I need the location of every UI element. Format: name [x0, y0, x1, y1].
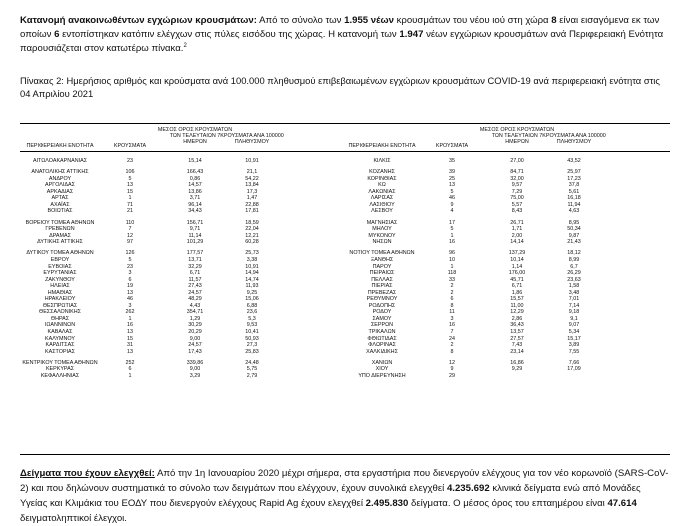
avg-value: 9,00 — [189, 366, 201, 373]
samples-text-4: δειγματοληπτικοί έλεγχοι. — [20, 513, 127, 524]
per100k-value: 5,75 — [246, 366, 258, 373]
per100k-value: 27,3 — [246, 342, 258, 349]
per100k-value: 17,23 — [567, 175, 581, 182]
cases-value: 1 — [128, 372, 132, 379]
avg-value: 354,71 — [186, 309, 204, 316]
avg-value: 166,43 — [186, 169, 204, 176]
avg-value: 0,86 — [189, 175, 201, 182]
intro-paragraph — [20, 14, 670, 56]
region-name: ΧΙΟΥ — [375, 366, 389, 373]
avg-value: 75,00 — [510, 195, 524, 202]
per100k-value: 7,55 — [568, 348, 580, 355]
cases-value: 6 — [128, 366, 132, 373]
avg-value: 13,57 — [510, 329, 524, 335]
region-name: ΑΡΓΟΛΙΔΑΣ — [45, 182, 75, 189]
intro-domestic: 1.947 — [399, 29, 424, 40]
cases-value: 23 — [127, 158, 133, 164]
intro-imported: 8 — [551, 15, 557, 26]
cases-value: 3 — [128, 302, 132, 309]
intro-new-cases: 1.955 νέων — [344, 15, 394, 26]
intro-lead: Κατανομή ανακοινωθέντων εγχώριων κρουσμάτων: — [20, 15, 257, 26]
clinical-samples: 4.235.692 — [446, 483, 490, 494]
region-name: ΗΛΕΙΑΣ — [50, 283, 70, 290]
avg-value: 15,14 — [188, 158, 202, 164]
region-name: ΒΟΙΩΤΙΑΣ — [47, 208, 73, 215]
intro-border: 6 — [54, 29, 60, 40]
avg-value: 13,71 — [188, 256, 202, 263]
cases-value: 35 — [449, 158, 455, 164]
per100k-value: 17,3 — [246, 188, 258, 195]
per100k-value: 7,14 — [568, 302, 580, 309]
per100k-value: 37,8 — [568, 182, 580, 189]
region-name: ΣΑΜΟΥ — [372, 315, 392, 322]
cases-value: 13 — [127, 289, 133, 296]
avg-value: 48,29 — [188, 296, 202, 303]
region-name: ΙΩΑΝΝΙΝΩΝ — [44, 322, 76, 329]
region-name: ΚΑΒΑΛΑΣ — [47, 329, 73, 335]
cases-value: 106 — [125, 169, 135, 176]
region-name: ΗΡΑΚΛΕΙΟΥ — [44, 296, 76, 303]
avg-value: 14,57 — [188, 182, 202, 189]
cases-value: 1 — [128, 315, 132, 322]
header-per100k-left: ΚΡΟΥΣΜΑΤΑ ΑΝΑ 100000 ΠΛΗΘΥΣΜΟΥ — [220, 133, 284, 146]
cases-value: 5 — [450, 188, 454, 195]
region-name: ΚΩ — [378, 182, 386, 189]
region-name: ΠΙΕΡΙΑΣ — [371, 283, 393, 290]
per100k-value: 50,34 — [567, 226, 581, 233]
region-name: ΑΡΤΑΣ — [51, 195, 69, 202]
region-name: ΘΕΣΣΑΛΟΝΙΚΗΣ — [39, 309, 81, 316]
region-name: ΛΑΚΩΝΙΑΣ — [368, 188, 396, 195]
cases-value: 7 — [450, 329, 454, 335]
cases-value: 46 — [449, 195, 455, 202]
avg-value: 12,29 — [510, 309, 524, 316]
avg-value: 2,86 — [511, 315, 523, 322]
per100k-value: 14,74 — [245, 276, 259, 283]
avg-value: 5,57 — [511, 201, 523, 208]
cases-value: 12 — [449, 359, 455, 366]
per100k-value: 23,6 — [246, 309, 258, 316]
per100k-value: 21,43 — [567, 239, 581, 246]
region-name: ΦΛΩΡΙΝΑΣ — [368, 342, 396, 349]
cases-value: 1 — [128, 195, 132, 202]
per100k-value: 12,21 — [245, 232, 259, 239]
per100k-value: 16,18 — [567, 195, 581, 202]
avg-value: 26,71 — [510, 219, 524, 226]
cases-value: 126 — [125, 250, 135, 257]
region-name: ΑΧΑΪΑΣ — [50, 201, 70, 208]
samples-paragraph — [20, 466, 670, 526]
region-name: ΗΜΑΘΙΑΣ — [47, 289, 73, 296]
cases-value: 33 — [449, 276, 455, 283]
intro-text-1: Από το σύνολο των — [256, 15, 345, 26]
per100k-value: 25,73 — [245, 250, 259, 257]
per100k-value: 5,3 — [248, 315, 256, 322]
cases-value: 13 — [127, 182, 133, 189]
per100k-value: 9,53 — [246, 322, 258, 329]
per100k-value: 25,97 — [567, 169, 581, 176]
region-name: ΚΑΛΥΜΝΟΥ — [45, 335, 75, 342]
region-name: ΧΑΛΚΙΔΙΚΗΣ — [366, 348, 398, 355]
avg-value: 3,71 — [189, 195, 201, 202]
per100k-value: 25,83 — [245, 348, 259, 355]
cases-value: 4 — [450, 208, 454, 215]
avg-value: 176,00 — [508, 270, 526, 277]
cases-value: 1 — [450, 232, 454, 239]
region-name: ΚΟΡΙΝΘΙΑΣ — [367, 175, 397, 182]
intro-text-4: εντοπίστηκαν κατόπιν ελέγχων στις πύλες εισόδου της χώρας. Η κατανομή των — [59, 29, 400, 40]
per100k-value: 11,94 — [567, 201, 581, 208]
avg-value: 7,43 — [511, 342, 523, 349]
per100k-value: 9,07 — [568, 322, 580, 329]
avg-value: 14,14 — [510, 239, 524, 246]
region-name: ΡΟΔΟΥ — [372, 309, 392, 316]
region-name: ΞΑΝΘΗΣ — [370, 256, 394, 263]
avg-value: 11,00 — [510, 302, 524, 309]
avg-value: 32,00 — [510, 175, 524, 182]
region-name: ΑΝΑΤΟΛΙΚΗΣ ΑΤΤΙΚΗΣ — [31, 169, 89, 176]
region-name: ΜΗΛΟΥ — [372, 226, 392, 233]
region-name: ΦΘΙΩΤΙΔΑΣ — [367, 335, 397, 342]
cases-value: 24 — [449, 335, 455, 342]
cases-value: 8 — [450, 348, 454, 355]
per100k-value: 50,93 — [245, 335, 259, 342]
per100k-value: 17,81 — [245, 208, 259, 215]
cases-value: 15 — [127, 188, 133, 195]
cases-value: 12 — [127, 232, 133, 239]
per100k-value: 9,18 — [568, 309, 580, 316]
cases-value: 2 — [450, 283, 454, 290]
avg-value: 17,43 — [188, 348, 202, 355]
per100k-value: 24,48 — [245, 359, 259, 366]
per100k-value: 10,91 — [245, 158, 259, 164]
per100k-value: 6,7 — [570, 263, 578, 270]
avg-value: 9,00 — [189, 335, 201, 342]
per100k-value: 26,29 — [567, 270, 581, 277]
per100k-value: 60,28 — [245, 239, 259, 246]
avg-value: 339,86 — [186, 359, 204, 366]
region-name: ΤΡΙΚΑΛΩΝ — [368, 329, 396, 335]
samples-text-3: δείγματα. Ο μέσος όρος του επταημέρου είναι — [408, 498, 608, 509]
per100k-value: 3,38 — [246, 256, 258, 263]
per100k-value: 10,41 — [245, 329, 259, 335]
region-name: ΡΕΘΥΜΝΟΥ — [366, 296, 398, 303]
per100k-value: 9,25 — [246, 289, 258, 296]
per100k-value: 4,63 — [568, 208, 580, 215]
intro-text-2: κρουσμάτων του νέου ιού στη χώρα — [393, 15, 552, 26]
table-top-rule — [20, 123, 670, 124]
cases-value: 15 — [127, 335, 133, 342]
cases-value: 31 — [127, 342, 133, 349]
cases-value: 21 — [127, 208, 133, 215]
avg-value: 36,43 — [510, 322, 524, 329]
cases-value: 39 — [449, 169, 455, 176]
header-region-left: ΠΕΡΙΦΕΡΕΙΑΚΗ ΕΝΟΤΗΤΑ — [26, 143, 94, 149]
samples-text-2: κλινικά δείγματα ενώ από Μονάδες Υγείας και Κλιμάκια του ΕΟΔΥ που διενεργούν ελέγχους Rapid Ag έχουν ελεγχθεί — [20, 483, 641, 509]
cases-value: 252 — [125, 359, 135, 366]
region-name: ΔΥΤΙΚΟΥ ΤΟΜΕΑ ΑΘΗΝΩΝ — [26, 250, 94, 257]
per100k-value: 9,87 — [568, 232, 580, 239]
per100k-value: 11,93 — [245, 283, 259, 290]
per100k-value: 6,88 — [246, 302, 258, 309]
cases-value: 10 — [449, 256, 455, 263]
per100k-value: 22,88 — [245, 201, 259, 208]
per100k-value: 8,99 — [568, 256, 580, 263]
region-name: ΑΙΤΩΛΟΑΚΑΡΝΑΝΙΑΣ — [32, 158, 88, 164]
cases-value: 16 — [127, 322, 133, 329]
cases-value: 23 — [127, 263, 133, 270]
avg-value: 9,71 — [189, 226, 201, 233]
cases-value: 25 — [449, 175, 455, 182]
cases-value: 2 — [450, 342, 454, 349]
cases-value: 13 — [127, 348, 133, 355]
header-avg-right: ΜΕΣΟΣ ΟΡΟΣ ΚΡΟΥΣΜΑΤΩΝ ΤΩΝ ΤΕΛΕΥΤΑΙΩΝ 7 ΗΜΕΡΩΝ — [479, 127, 555, 146]
avg-value: 23,14 — [510, 348, 524, 355]
per100k-value: 10,91 — [245, 263, 259, 270]
region-name: ΠΡΕΒΕΖΑΣ — [367, 289, 397, 296]
avg-value: 10,14 — [510, 256, 524, 263]
region-name: ΑΝΔΡΟΥ — [48, 175, 72, 182]
cases-value: 13 — [127, 329, 133, 335]
avg-value: 9,29 — [511, 366, 523, 373]
per100k-value: 13,84 — [245, 182, 259, 189]
cases-value: 11 — [449, 309, 455, 316]
avg-value: 20,29 — [188, 329, 202, 335]
region-name: ΕΥΒΟΙΑΣ — [48, 263, 72, 270]
region-name: ΠΕΛΛΑΣ — [371, 276, 393, 283]
cases-value: 8 — [450, 302, 454, 309]
weekly-average: 47.614 — [607, 498, 637, 509]
avg-value: 3,29 — [189, 372, 201, 379]
cases-value: 9 — [450, 366, 454, 373]
avg-value: 6,71 — [511, 283, 523, 290]
header-cases-left: ΚΡΟΥΣΜΑΤΑ — [113, 143, 147, 149]
avg-value: 84,71 — [510, 169, 524, 176]
per100k-value: 5,61 — [568, 188, 580, 195]
avg-value: 27,57 — [510, 335, 524, 342]
per100k-value: 5,34 — [568, 329, 580, 335]
per100k-value: 22,04 — [245, 226, 259, 233]
header-avg-left: ΜΕΣΟΣ ΟΡΟΣ ΚΡΟΥΣΜΑΤΩΝ ΤΩΝ ΤΕΛΕΥΤΑΙΩΝ 7 ΗΜΕΡΩΝ — [157, 127, 233, 146]
cases-value: 262 — [125, 309, 135, 316]
table-bottom-rule — [20, 454, 670, 455]
footnote-marker: 2 — [183, 42, 187, 49]
cases-table — [20, 123, 670, 455]
region-name: ΝΗΣΩΝ — [372, 239, 392, 246]
avg-value: 34,43 — [188, 208, 202, 215]
rapid-samples: 2.495.830 — [365, 498, 409, 509]
avg-value: 156,71 — [186, 219, 204, 226]
region-name: ΥΠΟ ΔΙΕΡΕΥΝΗΣΗ — [358, 372, 406, 379]
avg-value: 177,57 — [186, 250, 204, 257]
region-name: ΠΕΙΡΑΙΩΣ — [369, 270, 395, 277]
table-caption: Πίνακας 2: Ημερήσιος αριθμός και κρούσματα ανά 100.000 πληθυσμού επιβεβαιωμένων εγχώριων κρουσμάτων COVID-19 ανά περιφερειακή ενότητα στις 04 Απριλίου 2021 — [20, 75, 660, 99]
per100k-value: 3,48 — [568, 289, 580, 296]
avg-value: 1,71 — [511, 226, 523, 233]
avg-value: 2,00 — [511, 232, 523, 239]
per100k-value: 21,1 — [246, 169, 258, 176]
per100k-value: 43,52 — [567, 158, 581, 164]
region-name: ΒΟΡΕΙΟΥ ΤΟΜΕΑ ΑΘΗΝΩΝ — [25, 219, 95, 226]
avg-value: 13,86 — [188, 188, 202, 195]
region-name: ΚΕΝΤΡΙΚΟΥ ΤΟΜΕΑ ΑΘΗΝΩΝ — [22, 359, 98, 366]
header-cases-right: ΚΡΟΥΣΜΑΤΑ — [435, 143, 469, 149]
region-name: ΚΑΣΤΟΡΙΑΣ — [45, 348, 75, 355]
cases-value: 97 — [127, 239, 133, 246]
region-name: ΔΥΤΙΚΗΣ ΑΤΤΙΚΗΣ — [37, 239, 83, 246]
per100k-value: 18,59 — [245, 219, 259, 226]
per100k-value: 1,47 — [246, 195, 258, 202]
avg-value: 24,57 — [188, 342, 202, 349]
region-name: ΝΟΤΙΟΥ ΤΟΜΕΑ ΑΘΗΝΩΝ — [349, 250, 415, 257]
per100k-value: 7,66 — [568, 359, 580, 366]
avg-value: 4,43 — [189, 302, 201, 309]
per100k-value: 9,1 — [570, 315, 578, 322]
region-name: ΖΑΚΥΝΘΟΥ — [45, 276, 75, 283]
avg-value: 8,43 — [511, 208, 523, 215]
cases-value: 16 — [449, 239, 455, 246]
avg-value: 16,86 — [510, 359, 524, 366]
per100k-value: 15,17 — [567, 335, 581, 342]
avg-value: 1,86 — [511, 289, 523, 296]
cases-value: 17 — [449, 219, 455, 226]
per100k-value: 2,79 — [246, 372, 258, 379]
region-name: ΧΑΝΙΩΝ — [371, 359, 393, 366]
cases-value: 71 — [127, 201, 133, 208]
cases-value: 5 — [450, 226, 454, 233]
avg-value: 1,29 — [189, 315, 201, 322]
cases-value: 110 — [125, 219, 135, 226]
avg-value: 7,29 — [511, 188, 523, 195]
region-name: ΜΥΚΟΝΟΥ — [368, 232, 396, 239]
avg-value: 30,29 — [188, 322, 202, 329]
avg-value: 96,14 — [188, 201, 202, 208]
region-name: ΚΙΛΚΙΣ — [373, 158, 391, 164]
cases-value: 118 — [447, 270, 457, 277]
cases-value: 3 — [128, 270, 132, 277]
cases-value: 16 — [449, 322, 455, 329]
table-header-rule — [20, 151, 670, 152]
intro-text-5: νέων εγχώριων κρουσμάτων ανά Περιφερειακή Ενότητα παρουσιάζεται στον κατωτέρω πίνακα. — [20, 29, 664, 54]
region-name: ΕΥΡΥΤΑΝΙΑΣ — [43, 270, 77, 277]
region-name: ΣΕΡΡΩΝ — [370, 322, 394, 329]
avg-value: 27,43 — [188, 283, 202, 290]
samples-text-1: Από την 1η Ιανουαρίου 2020 μέχρι σήμερα, στα εργαστήρια που διενεργούν ελέγχους για τον νέο κορωνοϊό (SARS-CoV-2) και που δηλώνουν συστηματικά το σύνολο των δειγμάτων που ελέγχουν, έχουν συνολικά ελεγχθεί — [20, 468, 669, 494]
cases-value: 5 — [128, 256, 132, 263]
region-name: ΡΟΔΟΠΗΣ — [368, 302, 396, 309]
per100k-value: 1,58 — [568, 283, 580, 290]
cases-value: 19 — [127, 283, 133, 290]
region-name: ΚΑΡΔΙΤΣΑΣ — [45, 342, 75, 349]
region-name: ΚΟΖΑΝΗΣ — [369, 169, 395, 176]
avg-value: 101,29 — [186, 239, 204, 246]
region-name: ΛΑΡΙΣΑΣ — [370, 195, 394, 202]
header-per100k-right: ΚΡΟΥΣΜΑΤΑ ΑΝΑ 100000 ΠΛΗΘΥΣΜΟΥ — [542, 133, 606, 146]
cases-value: 5 — [128, 175, 132, 182]
cases-value: 3 — [450, 315, 454, 322]
avg-value: 11,57 — [188, 276, 202, 283]
avg-value: 27,00 — [510, 158, 524, 164]
region-name: ΠΑΡΟΥ — [372, 263, 392, 270]
cases-value: 29 — [449, 372, 455, 379]
per100k-value: 17,09 — [567, 366, 581, 373]
region-name: ΘΕΣΠΡΩΤΙΑΣ — [42, 302, 78, 309]
cases-value: 6 — [128, 276, 132, 283]
avg-value: 32,29 — [188, 263, 202, 270]
region-name: ΕΒΡΟΥ — [50, 256, 70, 263]
region-name: ΚΕΦΑΛΛΗΝΙΑΣ — [40, 372, 80, 379]
per100k-value: 14,94 — [245, 270, 259, 277]
region-name: ΘΗΡΑΣ — [50, 315, 70, 322]
region-name: ΛΑΣΙΘΙΟΥ — [369, 201, 395, 208]
intro-text-3: είναι εισαγόμενα εκ των οποίων — [20, 15, 660, 40]
avg-value: 1,14 — [511, 263, 523, 270]
region-name: ΔΡΑΜΑΣ — [49, 232, 71, 239]
avg-value: 11,14 — [188, 232, 202, 239]
region-name: ΓΡΕΒΕΝΩΝ — [45, 226, 75, 233]
region-name: ΜΑΓΝΗΣΙΑΣ — [366, 219, 398, 226]
region-name: ΑΡΚΑΔΙΑΣ — [46, 188, 74, 195]
avg-value: 137,29 — [508, 250, 526, 257]
per100k-value: 15,06 — [245, 296, 259, 303]
cases-value: 6 — [450, 296, 454, 303]
avg-value: 9,57 — [511, 182, 523, 189]
cases-value: 2 — [450, 289, 454, 296]
avg-value: 45,71 — [510, 276, 524, 283]
header-region-right: ΠΕΡΙΦΕΡΕΙΑΚΗ ΕΝΟΤΗΤΑ — [348, 143, 416, 149]
per100k-value: 18,12 — [567, 250, 581, 257]
region-name: ΚΕΡΚΥΡΑΣ — [45, 366, 75, 373]
cases-value: 9 — [450, 201, 454, 208]
per100k-value: 8,95 — [568, 219, 580, 226]
cases-value: 96 — [449, 250, 455, 257]
per100k-value: 3,89 — [568, 342, 580, 349]
per100k-value: 23,63 — [567, 276, 581, 283]
cases-value: 13 — [449, 182, 455, 189]
cases-value: 7 — [128, 226, 132, 233]
samples-lead: Δείγματα που έχουν ελεγχθεί: — [20, 468, 155, 479]
region-name: ΛΕΣΒΟΥ — [371, 208, 393, 215]
avg-value: 6,71 — [189, 270, 201, 277]
avg-value: 24,57 — [188, 289, 202, 296]
cases-value: 1 — [450, 263, 454, 270]
avg-value: 15,57 — [510, 296, 524, 303]
cases-value: 46 — [127, 296, 133, 303]
per100k-value: 54,22 — [245, 175, 259, 182]
per100k-value: 7,01 — [568, 296, 580, 303]
